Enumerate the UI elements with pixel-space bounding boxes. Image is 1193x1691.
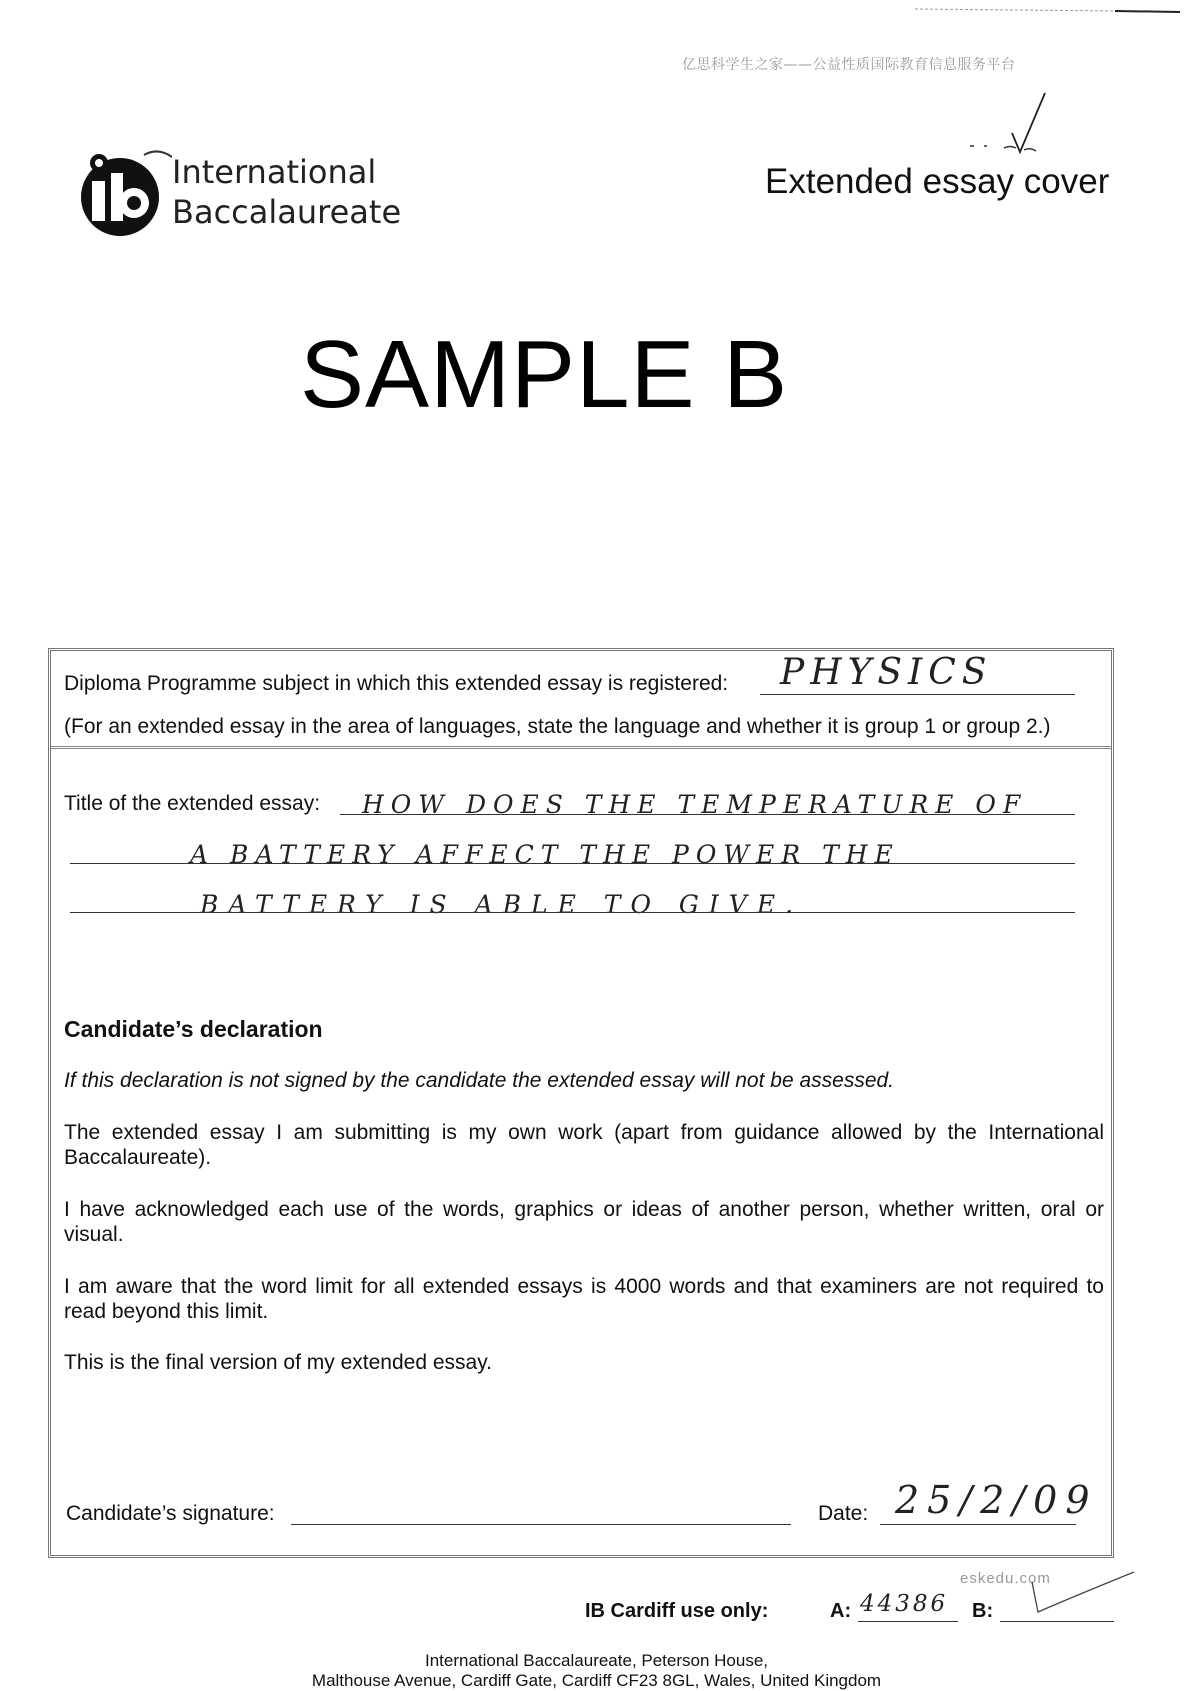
cardiff-a-underline (858, 1621, 958, 1622)
checkmark-icon (920, 88, 1050, 163)
logo-text (172, 152, 401, 232)
subject-underline (760, 694, 1075, 695)
logo-line-2: Baccalaureate (172, 193, 402, 231)
cardiff-b-underline[interactable] (1000, 1621, 1114, 1622)
ib-logo-icon (62, 145, 172, 240)
signature-line[interactable] (291, 1524, 791, 1525)
declaration-paragraph: I have acknowledged each use of the words, graphics or ideas of another person, whether written, oral or visual. (64, 1198, 1104, 1246)
subject-label: Diploma Programme subject in which this extended essay is registered: (64, 672, 729, 695)
essay-title-underline-2 (70, 863, 1075, 864)
declaration-note: If this declaration is not signed by the candidate the extended essay will not be assessed. (64, 1069, 895, 1092)
essay-title-label: Title of the extended essay: (64, 792, 321, 815)
date-label: Date: (818, 1502, 869, 1525)
essay-title-underline-1 (340, 814, 1075, 815)
cardiff-b-label: B: (972, 1600, 994, 1622)
cardiff-a-value[interactable]: 44386 (860, 1591, 949, 1617)
essay-title-line-1[interactable]: HOW DOES THE TEMPERATURE OF (362, 790, 1028, 819)
subject-note: (For an extended essay in the area of languages, state the language and whether it is group 1 or group 2.) (64, 715, 1051, 738)
signature-label: Candidate’s signature: (66, 1502, 275, 1525)
sample-label: SAMPLE B (300, 321, 789, 428)
declaration-paragraph: This is the final version of my extended essay. (64, 1351, 492, 1374)
scan-edge-mark (915, 4, 1185, 16)
declaration-paragraph: I am aware that the word limit for all extended essays is 4000 words and that examiners are not required to read beyond this limit. (64, 1275, 1104, 1323)
footer-address-line-1: International Baccalaureate, Peterson House, (424, 1651, 769, 1670)
cardiff-use-label: IB Cardiff use only: (585, 1600, 769, 1622)
examiner-tick-icon (1030, 1568, 1140, 1618)
form-divider (51, 746, 1111, 749)
cover-title: Extended essay cover (765, 162, 1110, 201)
declaration-paragraph: The extended essay I am submitting is my own work (apart from guidance allowed by the International Baccalaureate). (64, 1121, 1104, 1169)
watermark-bottom: eskedu.com (960, 1570, 1051, 1587)
essay-title-line-3[interactable]: BATTERY IS ABLE TO GIVE. (200, 890, 804, 919)
footer-address-line-2: Malthouse Avenue, Cardiff Gate, Cardiff CF23 8GL, Wales, United Kingdom (311, 1671, 882, 1690)
date-value[interactable]: 25/2/09 (895, 1478, 1098, 1522)
essay-title-line-2[interactable]: A BATTERY AFFECT THE POWER THE (190, 840, 900, 869)
cover-form-box (48, 648, 1114, 1558)
cardiff-a-label: A: (830, 1600, 852, 1622)
date-underline (880, 1524, 1076, 1525)
logo-line-1: International (172, 153, 377, 191)
declaration-heading: Candidate’s declaration (64, 1016, 323, 1042)
essay-title-underline-3 (70, 912, 1075, 913)
subject-value[interactable]: PHYSICS (780, 652, 993, 693)
watermark-top: 亿思科学生之家——公益性质国际教育信息服务平台 (682, 57, 1016, 73)
